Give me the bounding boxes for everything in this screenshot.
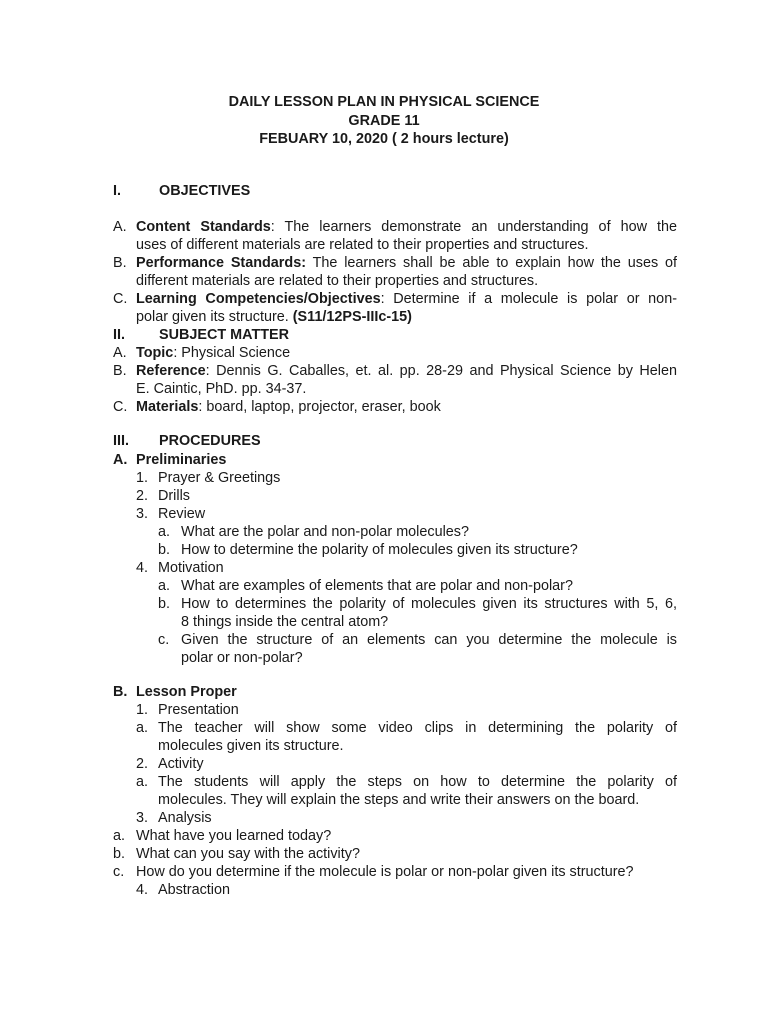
list-item: How do you determine if the molecule is polar or non-polar given its structure? [136,864,634,880]
section-numeral: I. [113,183,121,199]
list-item-continuation: 8 things inside the central atom? [181,614,389,630]
list-marker: a. [113,828,126,844]
list-number: 3. [136,810,149,826]
reference-continuation: E. Caintic, PhD. pp. 34-37. [136,381,307,397]
list-item: Review [158,506,206,522]
content-standards-label: Content Standards [136,219,271,235]
list-marker: A. [113,219,127,235]
list-item: How to determine the polarity of molecules given its structure? [181,542,578,558]
list-item: What are the polar and non-polar molecules? [181,524,469,540]
learning-competencies-continuation [136,308,677,326]
list-marker: b. [113,846,126,862]
list-marker: A. [113,452,128,468]
materials-line [136,398,677,416]
content-standards-line [136,218,677,236]
reference-text: : Dennis G. Caballes, et. al. pp. 28-29 and Physical Science by Helen [205,363,677,379]
performance-standards-label: Performance Standards: [136,255,306,271]
list-marker: c. [158,632,170,648]
list-marker: a. [158,524,171,540]
learning-competencies-line [136,290,677,308]
list-marker: c. [113,864,125,880]
list-item: What can you say with the activity? [136,846,360,862]
performance-standards-line [136,254,677,272]
list-number: 4. [136,560,149,576]
content-standards-text: : The learners demonstrate an understanding of how the [270,219,677,235]
list-item: Presentation [158,702,239,718]
list-item: The teacher will show some video clips in determining the polarity of [158,720,677,736]
list-item-continuation: polar or non-polar? [181,650,303,666]
preliminaries-heading: Preliminaries [136,452,227,468]
content-standards-continuation: uses of different materials are related to their properties and structures. [136,237,589,253]
section-numeral: II. [113,327,125,343]
list-marker: a. [136,720,149,736]
list-item: Drills [158,488,190,504]
list-marker: a. [158,578,171,594]
list-number: 1. [136,702,149,718]
list-marker: b. [158,542,171,558]
list-marker: A. [113,345,127,361]
list-item: Prayer & Greetings [158,470,281,486]
list-item: How to determines the polarity of molecules given its structures with 5, 6, [181,596,677,612]
grade-level: GRADE 11 [348,112,420,129]
reference-line [136,362,677,380]
list-item: What have you learned today? [136,828,332,844]
list-number: 3. [136,506,149,522]
materials-value: : board, laptop, projector, eraser, book [198,399,441,415]
performance-standards-continuation: different materials are related to their properties and structures. [136,273,539,289]
learning-competencies-text: : Determine if a molecule is polar or non- [380,291,677,307]
materials-label: Materials [136,399,199,415]
list-marker: b. [158,596,171,612]
lesson-date: FEBUARY 10, 2020 ( 2 hours lecture) [259,131,509,147]
learning-competencies-label: Learning Competencies/Objectives [136,291,381,307]
list-marker: B. [113,684,128,700]
learning-competencies-text-2: polar given its structure. [136,309,293,325]
list-item-continuation: molecules. They will explain the steps and write their answers on the board. [158,792,640,808]
list-number: 1. [136,470,149,486]
competency-code: (S11/12PS-IIIc-15) [292,309,412,325]
lesson-proper-heading: Lesson Proper [136,684,237,700]
reference-label: Reference [136,363,206,379]
list-marker: B. [113,255,127,271]
section-numeral: III. [113,433,129,449]
list-number: 4. [136,882,149,898]
list-item: Given the structure of an elements can you determine the molecule is [181,632,677,648]
topic-line [136,344,677,362]
objectives-heading: OBJECTIVES [159,183,251,199]
list-item-continuation: molecules given its structure. [158,738,344,754]
document-title: DAILY LESSON PLAN IN PHYSICAL SCIENCE [228,94,540,110]
list-number: 2. [136,488,149,504]
list-item: Abstraction [158,882,230,898]
topic-value: : Physical Science [173,345,291,361]
list-number: 2. [136,756,149,772]
list-marker: C. [113,399,128,415]
list-item: The students will apply the steps on how to determine the polarity of [158,774,677,790]
performance-standards-text: The learners shall be able to explain how the uses of [306,255,677,271]
procedures-heading: PROCEDURES [159,433,261,449]
list-item: Activity [158,756,204,772]
topic-label: Topic [136,345,174,361]
subject-matter-heading: SUBJECT MATTER [159,327,290,343]
document-header [0,93,768,149]
list-marker: B. [113,363,127,379]
list-item: Analysis [158,810,212,826]
list-item: What are examples of elements that are polar and non-polar? [181,578,573,594]
list-marker: C. [113,291,128,307]
list-marker: a. [136,774,149,790]
list-item: Motivation [158,560,224,576]
